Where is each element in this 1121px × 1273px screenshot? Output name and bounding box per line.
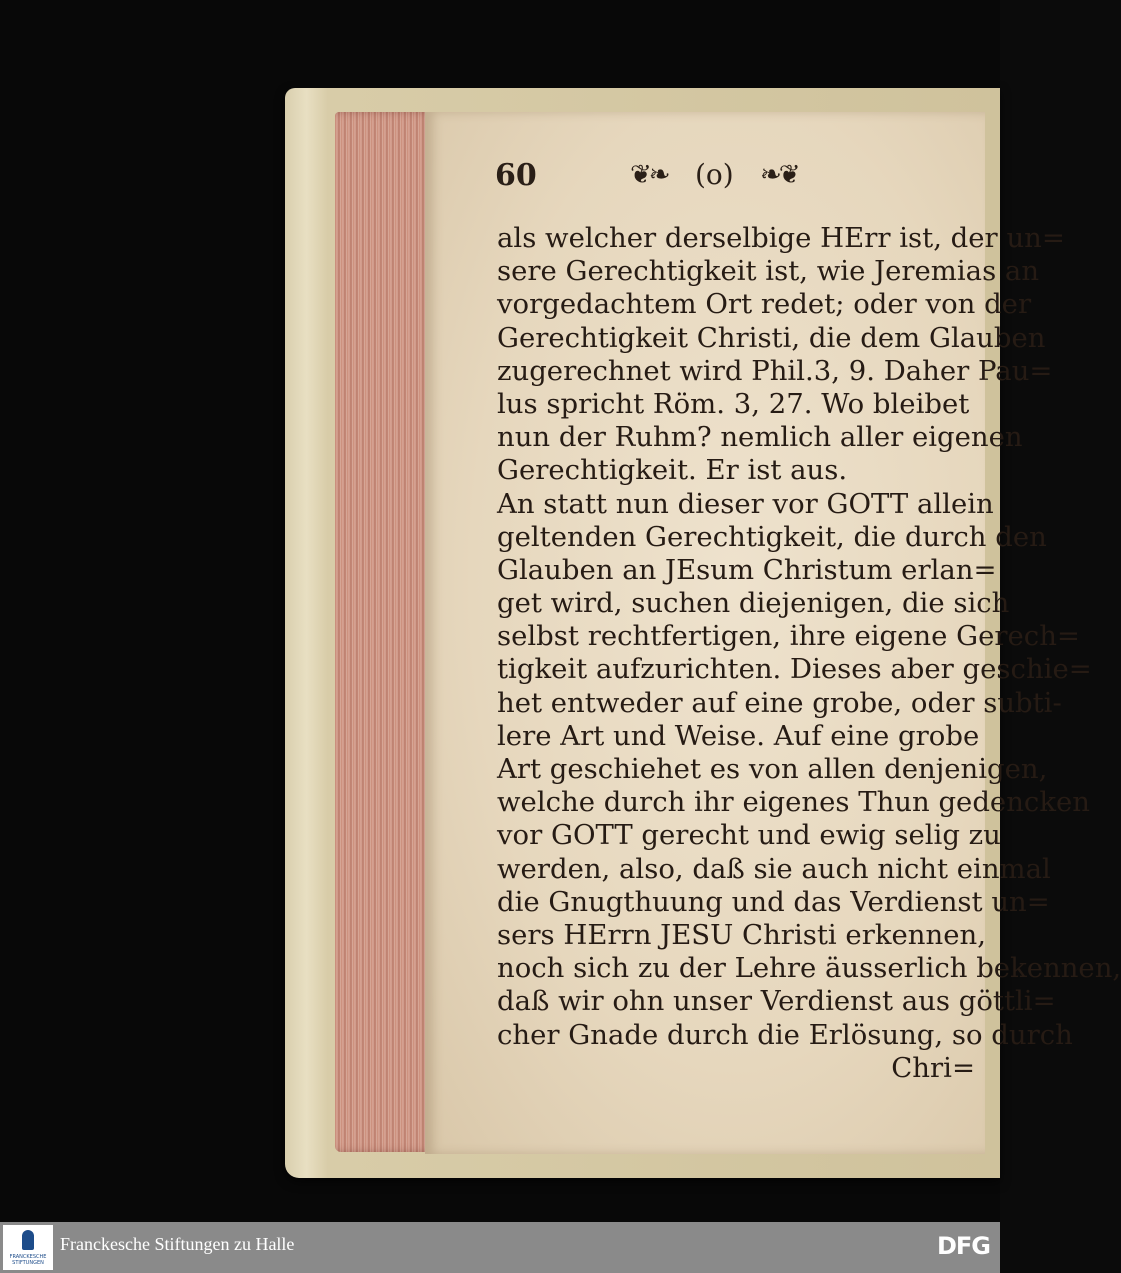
text-line: werden, also, daß sie auch nicht einmal [497, 852, 1051, 885]
logo-text: FRANCKESCHE STIFTUNGEN [9, 1254, 47, 1266]
text-line: vor GOTT gerecht und ewig selig zu [497, 819, 1001, 852]
text-line: sers HErrn JESU Christi erkennen, [497, 918, 986, 951]
institution-name[interactable]: Franckesche Stiftungen zu Halle [60, 1234, 295, 1254]
text-line: lere Art und Weise. Auf eine grobe [497, 719, 980, 752]
logo-figure-icon [22, 1230, 34, 1250]
text-line: selbst rechtfertigen, ihre eigene Gerech= [497, 620, 1080, 653]
page-edges [335, 112, 435, 1152]
header-center-mark: (o) [695, 158, 734, 191]
catchword: Chri= [891, 1051, 975, 1084]
text-line: vorgedachtem Ort redet; oder von der [497, 288, 1032, 321]
text-line: nun der Ruhm? nemlich aller eigenen [497, 421, 1023, 454]
page-text [497, 222, 1121, 1085]
ornament-right-icon: ❧❦ [760, 160, 798, 190]
page-number: 60 [495, 158, 537, 193]
text-line: welche durch ihr eigenes Thun gedencken [497, 786, 1090, 819]
footer-bar [0, 1222, 1000, 1273]
text-line: tigkeit aufzurichten. Dieses aber geschie= [497, 653, 1092, 686]
text-line: die Gnugthuung und das Verdienst un= [497, 885, 1050, 918]
ornament-left-icon: ❦❧ [630, 160, 668, 190]
text-line: Art geschiehet es von allen denjenigen, [497, 753, 1048, 785]
institution-logo[interactable] [3, 1225, 53, 1270]
text-line: noch sich zu der Lehre äusserlich bekennen, [497, 952, 1121, 985]
text-line: get wird, suchen diejenigen, die sich [497, 587, 1010, 620]
text-line: geltenden Gerechtigkeit, die durch den [497, 520, 1047, 553]
page-header [495, 158, 915, 198]
text-line: zugerechnet wird Phil.3, 9. Daher Pau= [497, 354, 1053, 387]
text-line: het entweder auf eine grobe, oder subti- [497, 686, 1062, 719]
text-line: cher Gnade durch die Erlösung, so durch [497, 1018, 1073, 1051]
text-line: daß wir ohn unser Verdienst aus göttli= [497, 985, 1056, 1018]
text-line: lus spricht Röm. 3, 27. Wo bleibet [497, 387, 970, 420]
text-line: Glauben an JEsum Christum erlan= [497, 553, 997, 586]
text-line: Gerechtigkeit. Er ist aus. [497, 454, 848, 487]
dfg-logo[interactable]: DFG [936, 1232, 990, 1260]
text-line: An statt nun dieser vor GOTT allein [497, 487, 994, 520]
text-line: als welcher derselbige HErr ist, der un= [497, 222, 1065, 254]
text-line: sere Gerechtigkeit ist, wie Jeremias an [497, 255, 1040, 288]
text-line: Gerechtigkeit Christi, die dem Glauben [497, 321, 1046, 354]
